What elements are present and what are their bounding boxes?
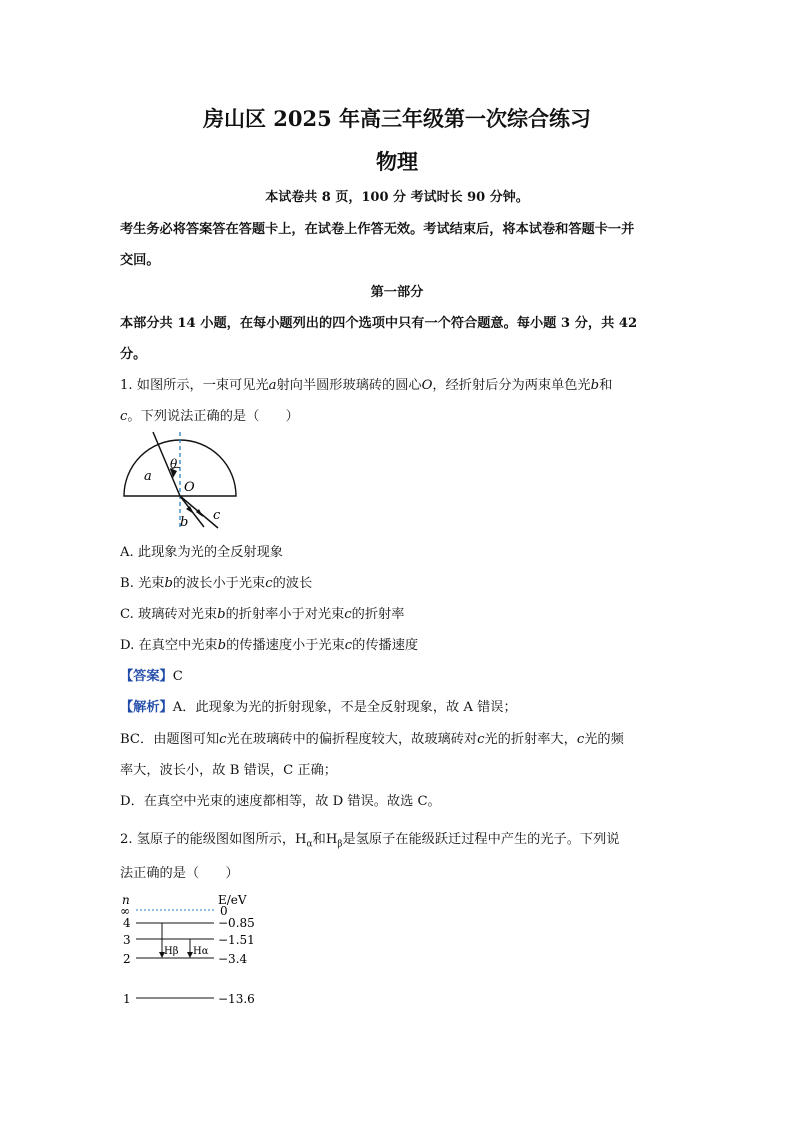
part-desc-line-1: 本部分共 14 小题，在每小题列出的四个选项中只有一个符合题意。每小题 3 分，共 42 (120, 316, 638, 331)
level-E-inf: 0 (220, 904, 228, 918)
exam-info: 本试卷共 8 页，100 分 考试时长 90 分钟。 (265, 190, 529, 205)
q1-answer: 【答案】C (120, 669, 183, 684)
level-n-4: 4 (123, 916, 131, 930)
q1-option-B: B. 光束b的波长小于光束c的波长 (120, 576, 313, 591)
level-n-1: 1 (123, 992, 131, 1006)
level-E-3: −1.51 (218, 933, 255, 947)
q1-option-C: C. 玻璃砖对光束b的折射率小于对光束c的折射率 (120, 607, 405, 622)
label-O: O (184, 480, 195, 495)
notice-line-1: 考生务必将答案答在答题卡上，在试卷上作答无效。考试结束后，将本试卷和答题卡一并 (120, 222, 635, 237)
q1-analysis-line-2: BC．由题图可知c光在玻璃砖中的偏折程度较大，故玻璃砖对c光的折射率大，c光的频 (120, 732, 624, 747)
label-b: b (180, 515, 189, 530)
label-a: a (144, 469, 152, 484)
q1-analysis-line-4: D．在真空中光束的速度都相等，故 D 错误。故选 C。 (120, 794, 441, 809)
q1-option-D: D. 在真空中光束b的传播速度小于光束c的传播速度 (120, 638, 419, 653)
q1-option-A: A. 此现象为光的全反射现象 (120, 545, 283, 560)
q1-stem-line-2: c。下列说法正确的是（ ） (120, 409, 299, 424)
q2-stem-line-1: 2. 氢原子的能级图如图所示，$H_\alpha$和$H_\beta$是氢原子在能级跃迁过程中产生的光子。下列说 (120, 832, 620, 850)
q1-figure-semicircle (120, 428, 240, 530)
q2-energy-level-diagram (118, 892, 268, 1010)
page-title: 房山区 2025 年高三年级第一次综合练习 (202, 106, 592, 131)
notice-line-2: 交回。 (120, 253, 160, 268)
E-axis-label: E/eV (218, 893, 247, 907)
q1-stem-line-1: 1. 如图所示，一束可见光a射向半圆形玻璃砖的圆心O，经折射后分为两束单色光b和 (120, 378, 613, 393)
n-axis-label: n (122, 893, 130, 907)
level-n-2: 2 (123, 952, 131, 966)
label-hbeta: Hβ (164, 946, 179, 957)
part-desc-line-2: 分。 (120, 347, 147, 362)
subject-title: 物理 (376, 149, 418, 174)
level-n-3: 3 (123, 933, 131, 947)
level-E-2: −3.4 (218, 952, 248, 966)
part-heading: 第一部分 (370, 285, 424, 300)
q2-stem-line-2: 法正确的是（ ） (120, 866, 239, 881)
label-theta: θ (170, 457, 178, 471)
q1-analysis-line-1: 【解析】A．此现象为光的折射现象，不是全反射现象，故 A 错误； (120, 700, 517, 715)
label-c: c (213, 508, 221, 523)
q1-analysis-line-3: 率大，波长小，故 B 错误，C 正确； (120, 763, 337, 778)
label-halpha: Hα (193, 946, 209, 957)
level-n-inf: ∞ (120, 904, 130, 918)
level-E-1: −13.6 (218, 992, 255, 1006)
level-E-4: −0.85 (218, 916, 255, 930)
